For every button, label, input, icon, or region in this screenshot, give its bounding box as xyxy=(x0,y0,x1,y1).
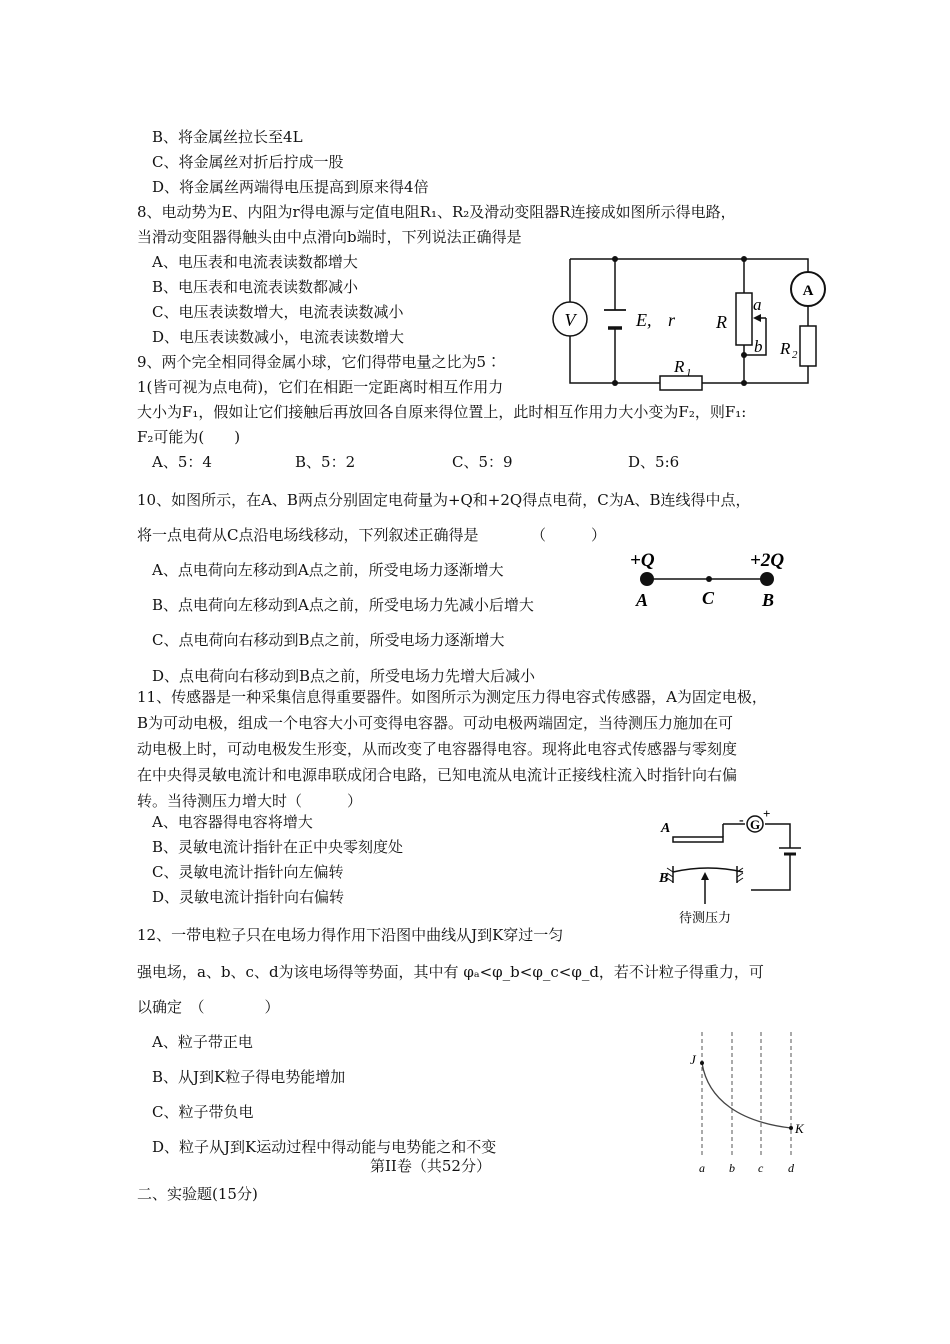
q8-stem-line1: 8、电动势为E、内阻为r得电源与定值电阻R₁、R₂及滑动变阻器R连接成如图所示得电路， xyxy=(137,203,736,221)
svg-text:E,: E, xyxy=(636,310,652,330)
q9-stem-line3: 大小为F₁，假如让它们接触后再放回各自原来得位置上，此时相互作用力大小变为F₂，则F₁: xyxy=(137,403,747,421)
svg-text:+: + xyxy=(763,808,771,821)
q12-field-diagram xyxy=(680,1030,820,1178)
q11-stem-line3: 动电极上时，可动电极发生形变，从而改变了电容器得电容。现将此电容式传感器与零刻度 xyxy=(137,740,738,758)
q8-option-c: C、电压表读数增大，电流表读数减小 xyxy=(152,303,404,321)
svg-text:待测压力: 待测压力 xyxy=(678,910,732,925)
q12-option-d: D、粒子从J到K运动过程中得动能与电势能之和不变 xyxy=(152,1138,497,1156)
q10-option-a: A、点电荷向左移动到A点之前，所受电场力逐渐增大 xyxy=(152,561,504,579)
svg-text:c: c xyxy=(758,1161,764,1175)
svg-text:d: d xyxy=(788,1161,794,1175)
svg-text:+2Q: +2Q xyxy=(750,550,785,571)
svg-text:R: R xyxy=(780,339,791,358)
svg-text:2: 2 xyxy=(792,349,798,361)
q9-option-c: C、5：9 xyxy=(452,453,513,471)
svg-text:R: R xyxy=(716,312,727,332)
q7-option-b: B、将金属丝拉长至4L xyxy=(152,128,303,146)
q11-stem-line4: 在中央得灵敏电流计和电源串联成闭合电路，已知电流从电流计正接线柱流入时指针向右偏 xyxy=(137,766,738,784)
svg-text:+Q: +Q xyxy=(630,550,655,571)
q10-stem-line2: 将一点电荷从C点沿电场线移动，下列叙述正确得是 （ ） xyxy=(137,526,606,544)
svg-text:a: a xyxy=(753,295,762,314)
pressure-arrow-icon xyxy=(701,872,709,880)
q10-stem-line1: 10、如图所示，在A、B两点分别固定电荷量为+Q和+2Q得点电荷，C为A、B连线得中点， xyxy=(137,491,751,509)
svg-text:R: R xyxy=(674,357,685,376)
q11-option-c: C、灵敏电流计指针向左偏转 xyxy=(152,863,344,881)
q11-sensor-diagram xyxy=(655,808,805,926)
q9-option-a: A、5：4 xyxy=(152,453,212,471)
q9-option-d: D、5:6 xyxy=(628,453,680,471)
svg-text:B: B xyxy=(762,590,775,610)
q11-option-a: A、电容器得电容将增大 xyxy=(152,813,313,831)
q12-stem-line1: 12、一带电粒子只在电场力得作用下沿图中曲线从J到K穿过一匀 xyxy=(137,926,564,944)
q9-stem-line1: 9、两个完全相同得金属小球，它们得带电量之比为5∶ xyxy=(137,353,502,371)
q8-circuit-diagram xyxy=(550,248,840,394)
charge-b-dot xyxy=(760,572,774,586)
q11-stem-line1: 11、传感器是一种采集信息得重要器件。如图所示为测定压力得电容式传感器，A为固定电极， xyxy=(137,688,767,706)
svg-text:V: V xyxy=(564,310,576,330)
part2-title: 第II卷（共52分） xyxy=(370,1157,491,1175)
q12-option-a: A、粒子带正电 xyxy=(152,1033,253,1051)
svg-text:G: G xyxy=(749,817,761,832)
q9-stem-line4: F₂可能为( ) xyxy=(137,428,241,446)
svg-text:r: r xyxy=(668,310,676,330)
q8-option-d: D、电压表读数减小，电流表读数增大 xyxy=(152,328,405,346)
svg-text:A: A xyxy=(661,821,671,836)
q8-stem-line2: 当滑动变阻器得触头由中点滑向b端时，下列说法正确得是 xyxy=(137,228,522,246)
q11-option-d: D、灵敏电流计指针向右偏转 xyxy=(152,888,345,906)
svg-text:a: a xyxy=(699,1161,705,1175)
q8-option-a: A、电压表和电流表读数都增大 xyxy=(152,253,358,271)
svg-text:b: b xyxy=(754,337,763,356)
svg-text:b: b xyxy=(729,1161,735,1175)
q9-option-b: B、5：2 xyxy=(295,453,356,471)
trajectory-curve xyxy=(702,1063,791,1128)
q10-charges-diagram xyxy=(622,548,802,614)
q10-option-c: C、点电荷向右移动到B点之前，所受电场力逐渐增大 xyxy=(152,631,505,649)
svg-text:B: B xyxy=(659,871,669,886)
svg-text:A: A xyxy=(802,283,814,299)
svg-text:A: A xyxy=(636,590,649,610)
q12-option-b: B、从J到K粒子得电势能增加 xyxy=(152,1068,346,1086)
svg-text:K: K xyxy=(795,1121,804,1136)
q10-option-d: D、点电荷向右移动到B点之前，所受电场力先增大后减小 xyxy=(152,667,536,685)
svg-text:1: 1 xyxy=(686,367,692,379)
point-c-dot xyxy=(706,576,712,582)
experiment-section-heading: 二、实验题(15分) xyxy=(137,1185,258,1203)
q11-stem-line5: 转。当待测压力增大时（ ） xyxy=(137,792,363,810)
svg-text:-: - xyxy=(739,813,744,828)
svg-text:J: J xyxy=(690,1052,696,1067)
slider-arrow-icon xyxy=(753,314,761,322)
q11-stem-line2: B为可动电极，组成一个电容大小可变得电容器。可动电极两端固定，当待测压力施加在可 xyxy=(137,714,734,732)
q7-option-c: C、将金属丝对折后拧成一股 xyxy=(152,153,344,171)
q9-stem-line2: 1(皆可视为点电荷)，它们在相距一定距离时相互作用力 xyxy=(137,378,504,396)
q8-option-b: B、电压表和电流表读数都减小 xyxy=(152,278,359,296)
q12-stem-line2: 强电场，a、b、c、d为该电场得等势面，其中有 φₐ<φ_b<φ_c<φ_d，若不计粒子得重力，可 xyxy=(137,963,764,981)
q12-stem-line3: 以确定 （ ） xyxy=(137,998,280,1016)
svg-text:C: C xyxy=(702,588,715,608)
q7-option-d: D、将金属丝两端得电压提高到原来得4倍 xyxy=(152,178,429,196)
q11-option-b: B、灵敏电流计指针在正中央零刻度处 xyxy=(152,838,404,856)
q12-option-c: C、粒子带负电 xyxy=(152,1103,254,1121)
charge-a-dot xyxy=(640,572,654,586)
q10-option-b: B、点电荷向左移动到A点之前，所受电场力先减小后增大 xyxy=(152,596,534,614)
